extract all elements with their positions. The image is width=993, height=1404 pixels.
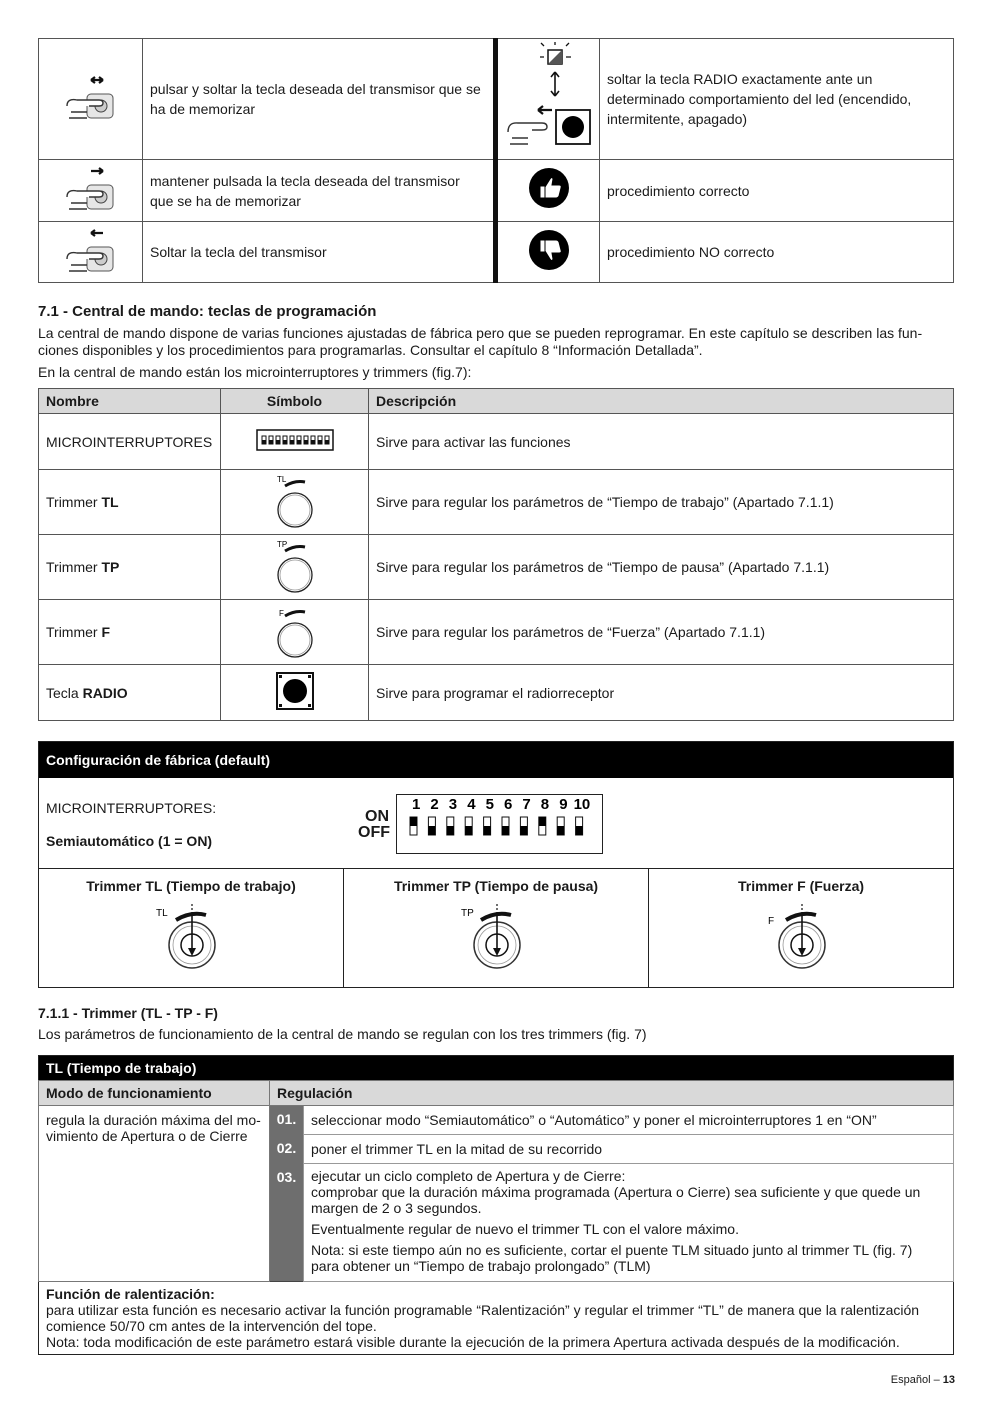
row-description: Sirve para regular los parámetros de “Tiempo de trabajo” (Apartado 7.1.1) [369,470,954,535]
name-bold: TL [101,494,119,510]
on-label: ON [365,808,389,825]
page-number: 13 [942,1374,955,1386]
switch-knob-off [428,826,435,835]
switch-number: 9 [559,796,568,813]
name-text: Tecla [46,684,83,701]
trimmer-icon [221,600,369,665]
section-paragraph: En la central de mando están los microinterruptores y trimmers (fig.7): [38,364,472,380]
trimmer-title: Trimmer TP (Tiempo de pausa) [393,878,599,894]
switch-number: 5 [485,796,494,813]
row-description: Sirve para regular los parámetros de “Tiempo de pausa” (Apartado 7.1.1) [369,535,954,600]
step-number: 01. [270,1106,304,1135]
trimmer-label: TP [276,539,287,549]
switch-knob-off [520,826,527,835]
row-name [39,535,221,600]
ralent-line: comience 50/70 cm antes de la intervención del tope. [46,1318,377,1334]
paragraph-line: ciones disponibles y los procedimientos para programarlas. Consultar el capítulo 8 “Información Detallada”. [38,342,703,358]
footer-language: Español – [890,1374,943,1386]
trimmer-setting-icon [156,900,226,970]
legend-table [38,38,954,283]
thumbs-down-icon [496,222,600,283]
legend-text: pulsar y soltar la tecla deseada del transmisor que se ha de memorizar [143,39,496,160]
step-number: 03. [270,1164,304,1282]
trimmer-label: TL [156,908,168,919]
switch-number: 8 [540,796,550,813]
section-title: 7.1 - Central de mando: teclas de programación [38,303,377,320]
step-line: Eventualmente regular de nuevo el trimmer TL con el valore máximo. [311,1221,739,1237]
switch-knob-off [465,826,472,835]
mode-text: vimiento de Apertura o de Cierre [46,1128,248,1144]
row-description: Sirve para programar el radiorreceptor [369,665,954,721]
tl-title: TL (Tiempo de trabajo) [46,1060,197,1076]
symbol-table [38,388,954,721]
row-name [39,414,221,470]
step-line: comprobar que la duración máxima programada (Apertura o Cierre) sea suficiente y que quede un [311,1184,921,1200]
tl-table [38,1055,954,1355]
trimmer-title: Trimmer F (Fuerza) [737,878,865,894]
switch-knob-off [484,826,491,835]
radio-button-icon [221,665,369,721]
switch-knob-off [502,826,509,835]
step-text [304,1135,954,1164]
mode-label: Semiautomático (1 = ON) [46,833,213,849]
dip-switch-graphic [397,795,602,853]
switch-number: 10 [573,796,591,813]
column-header: Modo de funcionamiento [39,1081,270,1106]
trimmer-columns [39,869,953,987]
row-description: Sirve para activar las funciones [369,414,954,470]
name-bold: F [101,624,111,640]
factory-config-box [38,741,954,988]
factory-config-switches [39,778,953,869]
ralent-line: Nota: toda modificación de este parámetro estará visible durante la ejecución de la primera Apertura activada después de la modificación. [46,1334,900,1350]
table-row [39,414,954,470]
dip-switch-block [396,794,603,854]
name-bold: TP [101,559,120,575]
step-line: ejecutar un ciclo completo de Apertura y de Cierre: [311,1168,626,1184]
mode-text: regula la duración máxima del mo- [46,1112,261,1128]
trimmer-title: Trimmer TL (Tiempo de trabajo) [86,878,296,894]
switch-number: 4 [467,796,476,813]
trimmer-icon [221,470,369,535]
row-name [39,600,221,665]
legend-text: procedimiento NO correcto [600,222,954,283]
trimmer-column [344,869,649,987]
table-row [39,600,954,665]
switch-knob-on [410,817,417,826]
name-text: Trimmer [46,494,102,510]
trimmer-setting-icon [766,900,836,970]
tl-ralent-row [39,1282,954,1355]
thumbs-up-icon [496,160,600,222]
column-header: Descripción [369,389,954,414]
table-row [39,470,954,535]
factory-config-title: Configuración de fábrica (default) [39,742,953,778]
trimmer-icon [221,535,369,600]
legend-row [39,222,954,283]
tl-step-row [39,1106,954,1135]
paragraph-line: La central de mando dispone de varias funciones ajustadas de fábrica pero que se pueden reprogramar. En este capítulo se describen las fun- [38,325,923,341]
step-line: margen de 2 o 3 segundos. [311,1200,482,1216]
step-text [304,1164,954,1282]
trimmer-label: TP [461,908,474,919]
switch-number: 1 [412,796,421,813]
switch-knob-off [557,826,564,835]
ralent-cell [39,1282,954,1355]
step-line: Nota: si este tiempo aún no es suficiente, cortar el puente TLM situado junto al trimmer TL (fig. 7) [311,1242,913,1258]
tl-header-row [39,1081,954,1106]
name-text: MICROINTERRUPTORES [46,433,213,450]
row-description: Sirve para regular los parámetros de “Fuerza” (Apartado 7.1.1) [369,600,954,665]
switch-number: 3 [448,796,458,813]
trimmer-column [39,869,344,987]
step-line: seleccionar modo “Semiautomático” o “Automático” y poner el microinterruptores 1 en “ON” [311,1112,877,1128]
subsection-title: 7.1.1 - Trimmer (TL - TP - F) [38,1005,218,1021]
table-row [39,535,954,600]
switch-number: 6 [504,796,513,813]
trimmer-label: F [278,608,284,618]
column-header: Símbolo [221,389,369,414]
legend-text: procedimiento correcto [600,160,954,222]
trimmer-column [649,869,953,987]
hand-hold-icon [39,160,143,222]
tl-title-row [39,1056,954,1081]
section-paragraph [38,325,954,359]
name-bold: RADIO [82,684,128,701]
legend-text: mantener pulsada la tecla deseada del transmisor que se ha de memorizar [143,160,496,222]
column-header: Regulación [270,1081,954,1106]
row-name [39,665,221,721]
step-line: para obtener un “Tiempo de trabajo prolongado” (TLM) [311,1258,651,1274]
tl-mode-cell [39,1106,270,1282]
name-text: Trimmer [46,559,102,575]
trimmer-label: TL [276,474,286,484]
legend-text: soltar la tecla RADIO exactamente ante un determinado comportamiento del led (encendido, intermitente, apagado) [600,39,954,160]
switch-knob-off [447,826,454,835]
table-row [39,665,954,721]
ralent-line: para utilizar esta función es necesario activar la función programable “Ralentización” y regular el trimmer “TL” de manera que la ralentización [46,1302,920,1318]
legend-row [39,39,954,160]
dip-switch-icon [221,414,369,470]
switch-number: 7 [522,796,531,813]
name-text: Trimmer [46,624,102,640]
step-line: poner el trimmer TL en la mitad de su recorrido [311,1141,603,1157]
trimmer-label: F [768,916,775,927]
legend-row [39,160,954,222]
step-number: 02. [270,1135,304,1164]
hand-press-release-icon [39,39,143,160]
legend-text: Soltar la tecla del transmisor [143,222,496,283]
page-footer [891,1374,955,1386]
radio-led-release-icon [496,39,600,160]
table-header-row [39,389,954,414]
off-label: OFF [358,824,390,841]
hand-release-icon [39,222,143,283]
column-header: Nombre [39,389,221,414]
switch-knob-on [539,817,546,826]
trimmer-setting-icon [461,900,531,970]
subsection-paragraph: Los parámetros de funcionamiento de la central de mando se regulan con los tres trimmers (fig. 7) [38,1026,647,1042]
row-name [39,470,221,535]
step-text [304,1106,954,1135]
ralent-title: Función de ralentización: [46,1286,215,1302]
micro-label: MICROINTERRUPTORES: [46,800,217,816]
switch-knob-off [576,826,583,835]
switch-number: 2 [430,796,439,813]
